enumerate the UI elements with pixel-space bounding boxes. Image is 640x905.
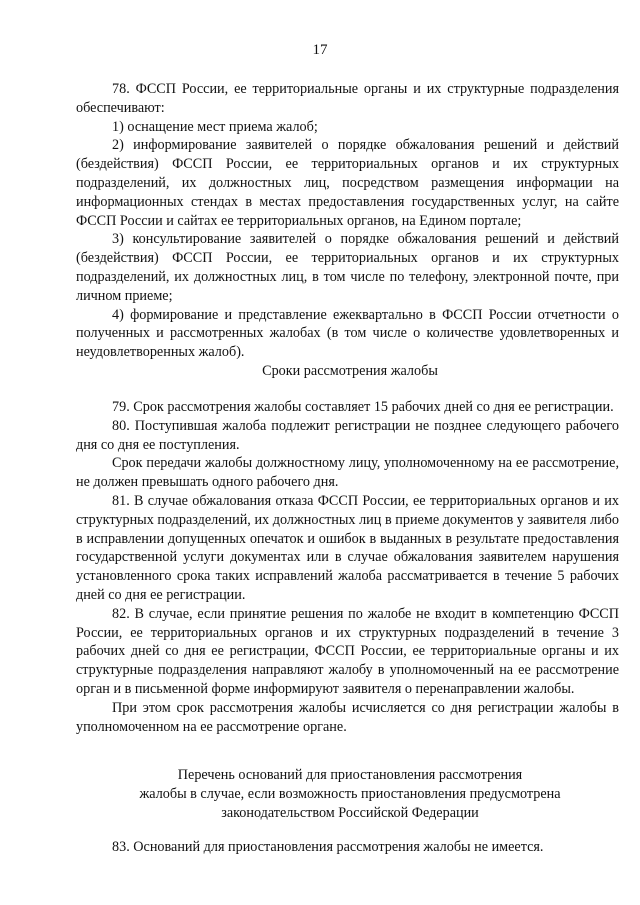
paragraph: 3) консультирование заявителей о порядке обжалования решений и действий (бездействия) ФССП России, ее территориальных органов и их структурных подразделений, их должностных лиц, в том числе по телефону, электронной почте, при личном приеме; (76, 231, 619, 304)
heading-line: Перечень оснований для приостановления рассмотрения (177, 767, 523, 783)
paragraph: 83. Оснований для приостановления рассмотрения жалобы не имеется. (112, 839, 544, 855)
paragraph: 79. Срок рассмотрения жалобы составляет 15 рабочих дней со дня ее регистрации. (112, 399, 614, 415)
page-number: 17 (312, 42, 328, 58)
paragraph: 2) информирование заявителей о порядке обжалования решений и действий (бездействия) ФССП России, ее территориальных органов и их структурных подразделений, их должностных лиц, посредством размещения информации на информационных стендах в местах предоставления государственных услуг, на сайте ФССП России и сайтах ее территориальных органов, на Едином портале; (76, 137, 619, 229)
paragraph: 4) формирование и представление ежеквартально в ФССП России отчетности о полученных и рассмотренных жалобах (в том числе о количестве удовлетворенных и неудовлетворенных жалоб). (76, 306, 619, 361)
section-78 (76, 80, 619, 362)
paragraph: 1) оснащение мест приема жалоб; (112, 118, 318, 135)
paragraph: При этом срок рассмотрения жалобы исчисляется со дня регистрации жалобы в уполномоченном на ее рассмотрение органе. (76, 699, 619, 735)
heading-line: законодательством Российской Федерации (221, 805, 479, 821)
paragraph: 81. В случае обжалования отказа ФССП России, ее территориальных органов и их структурных подразделений, их должностных лиц в приеме документов у заявителя либо в исправлении допущенных опечаток и ошибок в выданных в результате предоставления государственной услуги документах или в случае обжалования заявителем нарушения установленного срока таких исправлений жалоба рассматривается в течение 5 рабочих дней со дня ее регистрации. (76, 492, 619, 603)
section-83 (76, 838, 619, 857)
heading-suspension-grounds (60, 766, 640, 823)
heading-line: Сроки рассмотрения жалобы (262, 363, 438, 379)
paragraph: 78. ФССП России, ее территориальные органы и их структурные подразделения обеспечивают: (76, 81, 619, 116)
paragraph: 82. В случае, если принятие решения по жалобе не входит в компетенцию ФССП России, ее территориальных органов и их структурных подразделений в течение 3 рабочих дней со дня ее регистрации, ФССП России, ее территориальные органы и их структурные подразделения направляют жалобу в уполномоченный на ее рассмотрение орган и в письменной форме информируют заявителя о перенаправлении жалобы. (76, 605, 619, 697)
section-79-82 (76, 398, 619, 736)
paragraph: Срок передачи жалобы должностному лицу, уполномоченному на ее рассмотрение, не должен превышать одного рабочего дня. (76, 455, 619, 491)
heading-line: жалобы в случае, если возможность приостановления предусмотрена (139, 786, 561, 802)
paragraph: 80. Поступившая жалоба подлежит регистрации не позднее следующего рабочего дня со дня ее поступления. (76, 417, 619, 453)
heading-review-terms (60, 362, 640, 381)
